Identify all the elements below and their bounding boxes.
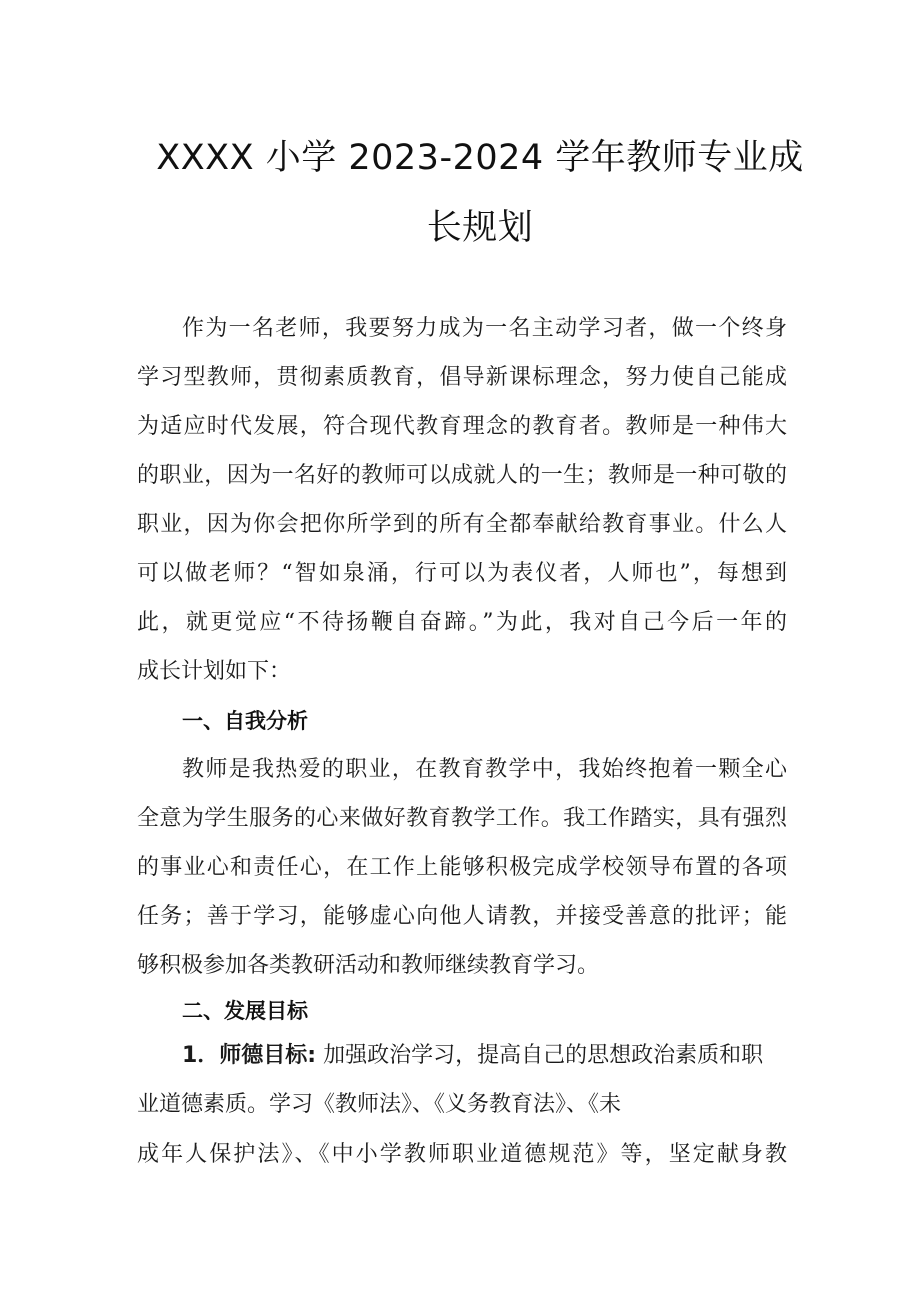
- self-analysis-line: 全意为学生服务的心来做好教育教学工作。我工作踏实，具有强烈: [137, 806, 787, 831]
- ethics-goal-line-2: 业道德素质。学习《教师法》、《义务教育法》、《未: [137, 1092, 622, 1117]
- ethics-goal-line-3: 成年人保护法》、《中小学教师职业道德规范》等，坚定献身教: [137, 1142, 787, 1167]
- ethics-goal-line-1: [182, 1041, 763, 1071]
- document-title-line-1: XXXX 小学 2023-2024 学年教师专业成: [156, 138, 804, 178]
- intro-line: 学习型教师，贯彻素质教育，倡导新课标理念，努力使自己能成: [137, 365, 787, 390]
- document-title-line-2: 长规划: [426, 208, 534, 248]
- intro-line: 作为一名老师，我要努力成为一名主动学习者，做一个终身: [182, 316, 787, 341]
- intro-line: 此，就更觉应“不待扬鞭自奋蹄。”为此，我对自己今后一年的: [137, 610, 787, 635]
- intro-line: 的职业，因为一名好的教师可以成就人的一生；教师是一种可敬的: [137, 463, 787, 488]
- intro-line: 成长计划如下：: [137, 659, 292, 684]
- section-heading-development-goals: 二、发展目标: [182, 999, 308, 1023]
- intro-line: 可以做老师？“智如泉涌，行可以为表仪者，人师也”，每想到: [137, 561, 787, 586]
- self-analysis-line: 够积极参加各类教研活动和教师继续教育学习。: [137, 953, 600, 978]
- self-analysis-line: 教师是我热爱的职业，在教育教学中，我始终抱着一颗全心: [182, 757, 787, 782]
- intro-line: 为适应时代发展，符合现代教育理念的教育者。教师是一种伟大: [137, 414, 787, 439]
- self-analysis-line: 任务；善于学习，能够虚心向他人请教，并接受善意的批评；能: [137, 904, 787, 929]
- ethics-goal-text: 加强政治学习，提高自己的思想政治素质和职: [316, 1043, 764, 1068]
- section-heading-self-analysis: 一、自我分析: [182, 709, 308, 733]
- intro-line: 职业，因为你会把你所学到的所有全都奉献给教育事业。什么人: [137, 512, 787, 537]
- ethics-goal-lead: 1．师德目标:: [182, 1043, 317, 1068]
- self-analysis-line: 的事业心和责任心，在工作上能够积极完成学校领导布置的各项: [137, 855, 787, 880]
